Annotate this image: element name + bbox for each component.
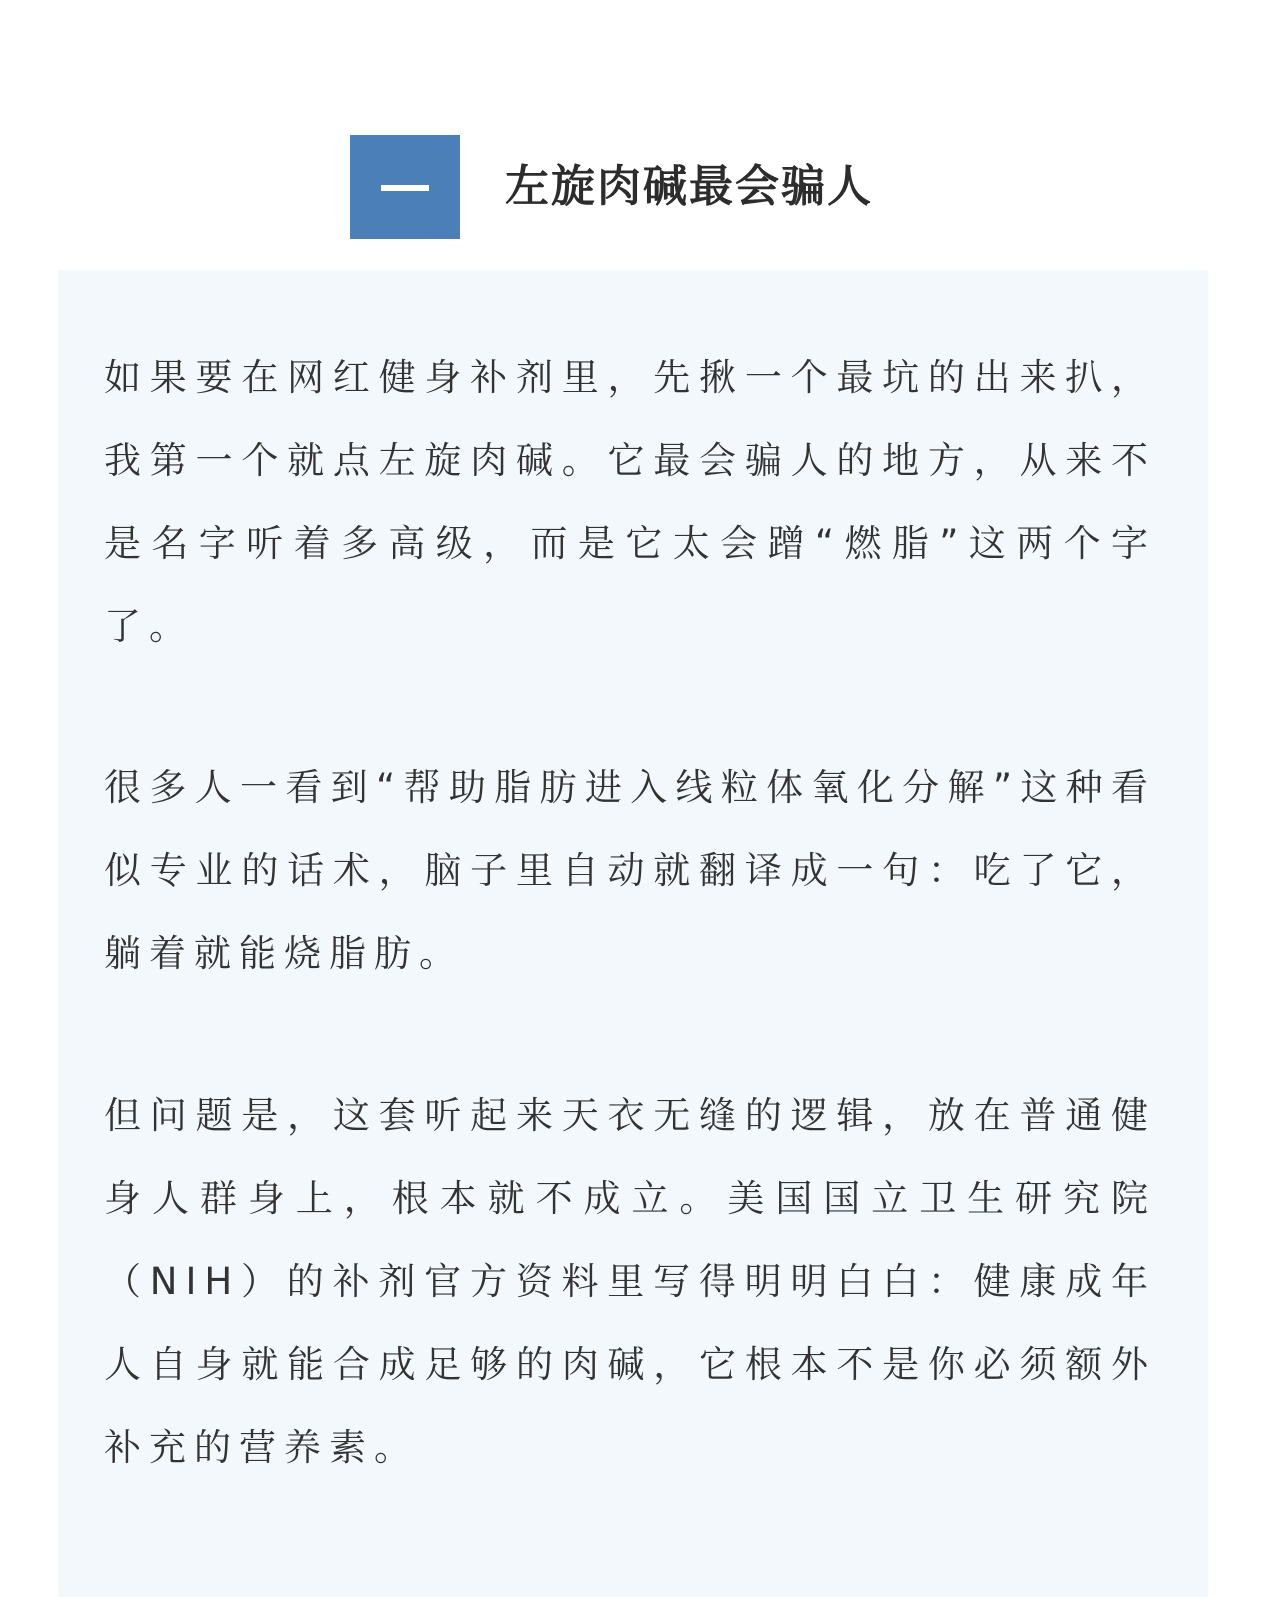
section-header [0,135,1264,239]
content-panel [58,270,1208,1597]
paragraph-3: 但问题是，这套听起来天衣无缝的逻辑，放在普通健身人群身上，根本就不成立。美国国立卫生研究院（NIH）的补剂官方资料里写得明明白白：健康成年人自身就能合成足够的肉碱，它根本不是你必须额外补充的营养素。 [104,1094,1156,1469]
paragraph-1: 如果要在网红健身补剂里，先揪一个最坑的出来扒，我第一个就点左旋肉碱。它最会骗人的地方，从来不是名字听着多高级，而是它太会蹭“燃脂”这两个字了。 [104,356,1156,648]
section-number-badge [350,135,460,239]
section-number-one-glyph [381,185,429,191]
paragraph-2: 很多人一看到“帮助脂肪进入线粒体氧化分解”这种看似专业的话术，脑子里自动就翻译成一句：吃了它，躺着就能烧脂肪。 [104,766,1156,975]
section-title: 左旋肉碱最会骗人 [505,161,873,212]
